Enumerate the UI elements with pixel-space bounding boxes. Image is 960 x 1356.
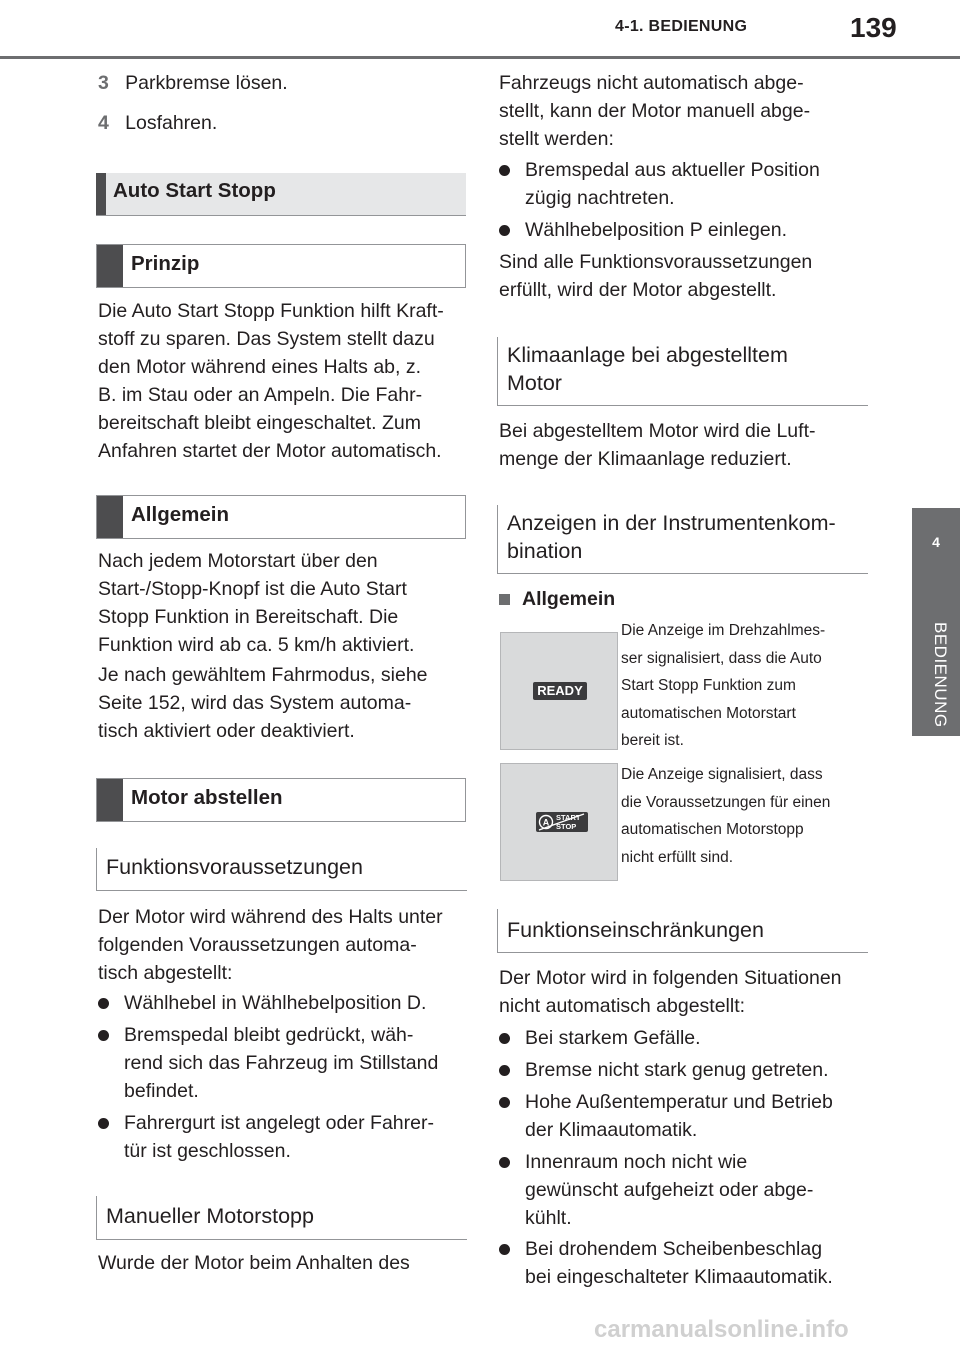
chapter-label: BEDIENUNG xyxy=(931,622,950,728)
watermark: carmanualsonline.info xyxy=(594,1316,849,1343)
auto-start-stop-indicator-image xyxy=(500,763,618,881)
heading-funktionsvoraussetzungen: Funktionsvoraussetzungen xyxy=(96,848,467,891)
bullet-icon xyxy=(499,1033,510,1044)
allgemein-text-1: Nach jedem Motorstart über den Start-/Stopp-Knopf ist die Auto Start Stopp Funktion in Bereitschaft. Die Funktion wird ab ca. 5 km/h aktiviert. xyxy=(98,550,415,656)
sind-text: Sind alle Funktionsvoraussetzungen erfüllt, wird der Motor abgestellt. xyxy=(499,251,813,301)
bullet-icon xyxy=(98,1118,109,1129)
heading-manueller-motorstopp: Manueller Motorstopp xyxy=(96,1196,467,1240)
einschr-intro: Der Motor wird in folgenden Situationen nicht automatisch abgestellt: xyxy=(499,967,842,1017)
step-3: 3 Parkbremse lösen. xyxy=(98,72,288,94)
bullet-icon xyxy=(98,998,109,1009)
allgemein-subheading: Allgemein xyxy=(499,585,615,613)
continued-text: Fahrzeugs nicht automatisch abge- stellt, kann der Motor manuell abge- stellt werden: xyxy=(499,72,811,150)
manuell-text: Wurde der Motor beim Anhalten des xyxy=(98,1252,410,1274)
ready-indicator-image xyxy=(500,632,618,750)
chapter-number: 4 xyxy=(932,534,940,550)
heading-auto-start-stopp: Auto Start Stopp xyxy=(96,173,466,216)
section-title: 4-1. BEDIENUNG xyxy=(615,18,748,35)
prinzip-text: Die Auto Start Stopp Funktion hilft Kraft- stoff zu sparen. Das System stellt dazu den Motor während eines Halts ab, z. B. im Stau oder an Ampeln. Die Fahr- bereitschaft bleibt eingeschaltet. Zum Anfahren startet der Motor automatisch. xyxy=(98,300,444,462)
header-rule xyxy=(0,56,960,59)
heading-motor-abstellen: Motor abstellen xyxy=(96,778,466,822)
square-bullet-icon xyxy=(499,594,510,605)
start-stop-icon: A START STOP xyxy=(536,812,588,832)
ready-description: Die Anzeige im Drehzahlmes- ser signalisiert, dass die Auto Start Stopp Funktion zum automatischen Motorstart bereit ist. xyxy=(621,622,826,749)
chapter-tab[interactable] xyxy=(912,508,960,736)
bullet-icon xyxy=(98,1030,109,1041)
heading-prinzip: Prinzip xyxy=(96,244,466,288)
step-4: 4 Losfahren. xyxy=(98,112,218,134)
bullet-icon xyxy=(499,225,510,236)
heading-allgemein: Allgemein xyxy=(96,495,466,539)
stop-description: Die Anzeige signalisiert, dass die Voraussetzungen für einen automatischen Motorstopp nicht erfüllt sind. xyxy=(621,766,831,866)
klima-text: Bei abgestelltem Motor wird die Luft- menge der Klimaanlage reduziert. xyxy=(499,420,816,470)
funktions-intro: Der Motor wird während des Halts unter folgenden Voraussetzungen automa- tisch abgestellt: xyxy=(98,906,443,984)
bullet-icon xyxy=(499,1097,510,1108)
bullet-icon xyxy=(499,1065,510,1076)
ready-icon: READY xyxy=(533,682,587,700)
heading-klimaanlage: Klimaanlage bei abgestelltem Motor xyxy=(497,337,868,406)
bullet-icon xyxy=(499,1157,510,1168)
page-number: 139 xyxy=(850,12,897,43)
bullet-icon xyxy=(499,1244,510,1255)
allgemein-text-2: Je nach gewähltem Fahrmodus, siehe Seite 152, wird das System automa- tisch aktiviert oder deaktiviert. xyxy=(98,664,428,742)
heading-funktionseinschraenkungen: Funktionseinschränkungen xyxy=(497,909,868,953)
bullet-icon xyxy=(499,165,510,176)
svg-text:A: A xyxy=(542,817,550,828)
heading-anzeigen: Anzeigen in der Instrumentenkom- bination xyxy=(497,505,868,574)
